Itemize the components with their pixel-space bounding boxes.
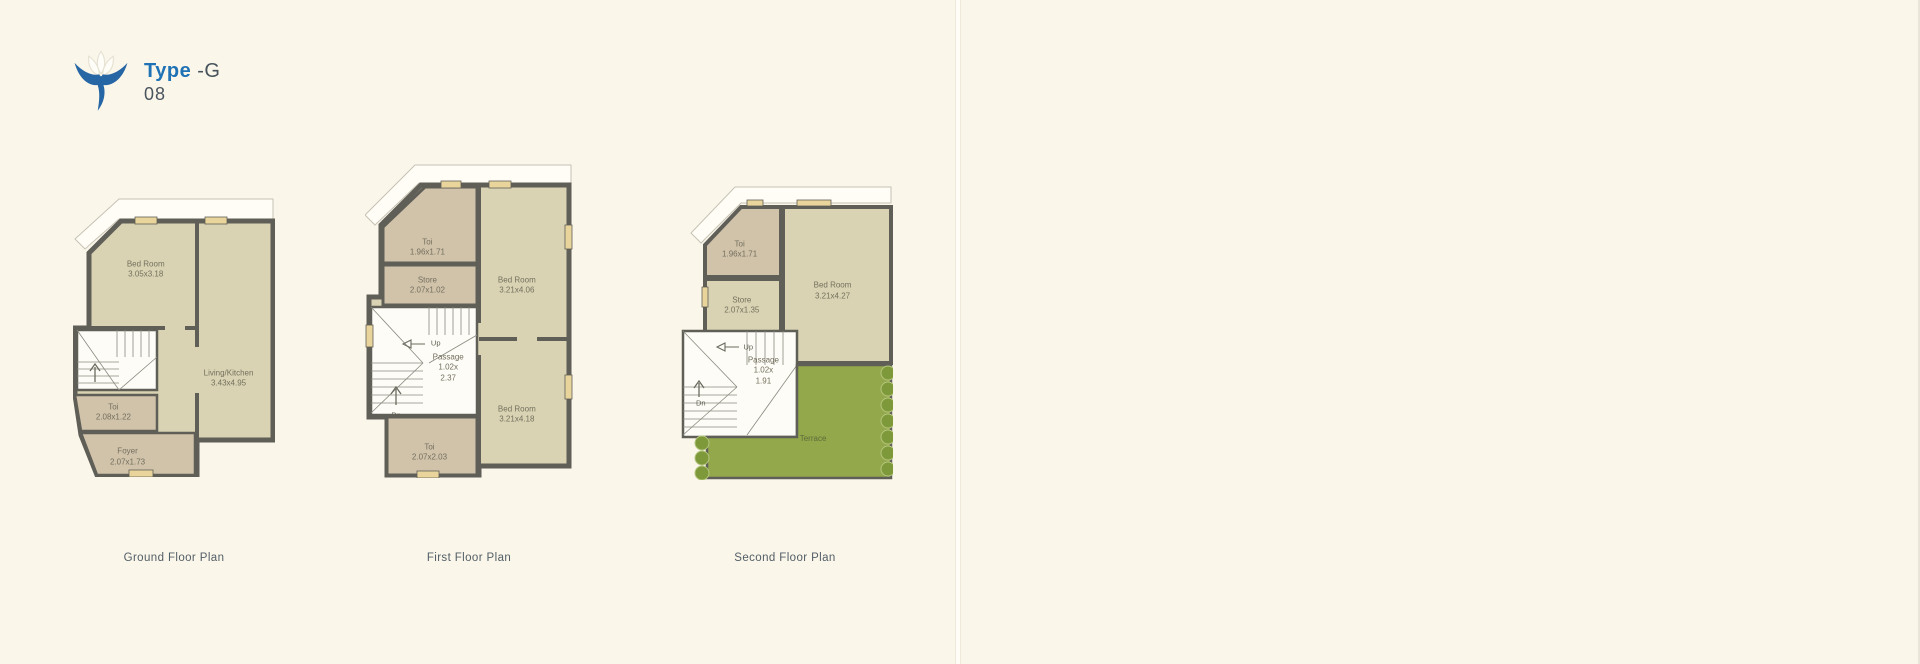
first-floor-plan-caption: First Floor Plan — [426, 552, 512, 564]
stair-direction-label: Up — [430, 338, 441, 348]
type-header — [72, 48, 220, 114]
stair-direction-label: Dn — [391, 410, 401, 420]
room-label: Toi 2.07x2.03 — [411, 442, 448, 462]
room-label: Bed Room 3.21x4.27 — [813, 280, 852, 301]
second-floor-plan — [677, 185, 893, 480]
ground-floor-plan — [73, 197, 275, 477]
room-label: Bed Room 3.21x4.18 — [497, 404, 536, 424]
second-floor-plan-drawing — [677, 185, 893, 480]
room-label: Passage 1.02x 2.37 — [432, 352, 464, 382]
room-label: Toi 2.08x1.22 — [95, 402, 131, 422]
second-floor-plan-caption: Second Floor Plan — [734, 552, 836, 564]
unit-number: 08 — [144, 84, 167, 104]
floor-plans-page — [0, 0, 956, 664]
room-label: Bed Room 3.05x3.18 — [126, 259, 165, 279]
room-label: Bed Room 3.21x4.06 — [497, 275, 536, 295]
type-text — [144, 48, 220, 105]
details-page — [960, 0, 1920, 664]
first-floor-plan-drawing — [365, 163, 573, 478]
room-label: Toi 1.96x1.71 — [722, 239, 758, 259]
room-label: Foyer 2.07x1.73 — [109, 447, 146, 467]
room-label: Store 2.07x1.35 — [724, 295, 760, 315]
room-label: Store 2.07x1.02 — [409, 275, 445, 295]
room-label: Toi 1.96x1.71 — [409, 237, 445, 258]
stair-direction-label: Dn — [695, 398, 706, 408]
type-label — [144, 60, 220, 83]
ground-floor-plan-drawing — [73, 197, 275, 477]
room-label-terrace: Terrace — [799, 433, 827, 443]
stair-direction-label: Up — [743, 342, 754, 352]
type-suffix: -G — [197, 60, 221, 82]
type-word: Type — [144, 60, 192, 82]
ground-floor-plan-caption: Ground Floor Plan — [123, 552, 225, 564]
hands-lotus-logo-icon — [72, 48, 130, 114]
room-label: Living/Kitchen 3.43x4.95 — [203, 368, 254, 388]
room-label: Passage 1.02x 1.91 — [747, 355, 779, 386]
first-floor-plan — [365, 163, 573, 478]
